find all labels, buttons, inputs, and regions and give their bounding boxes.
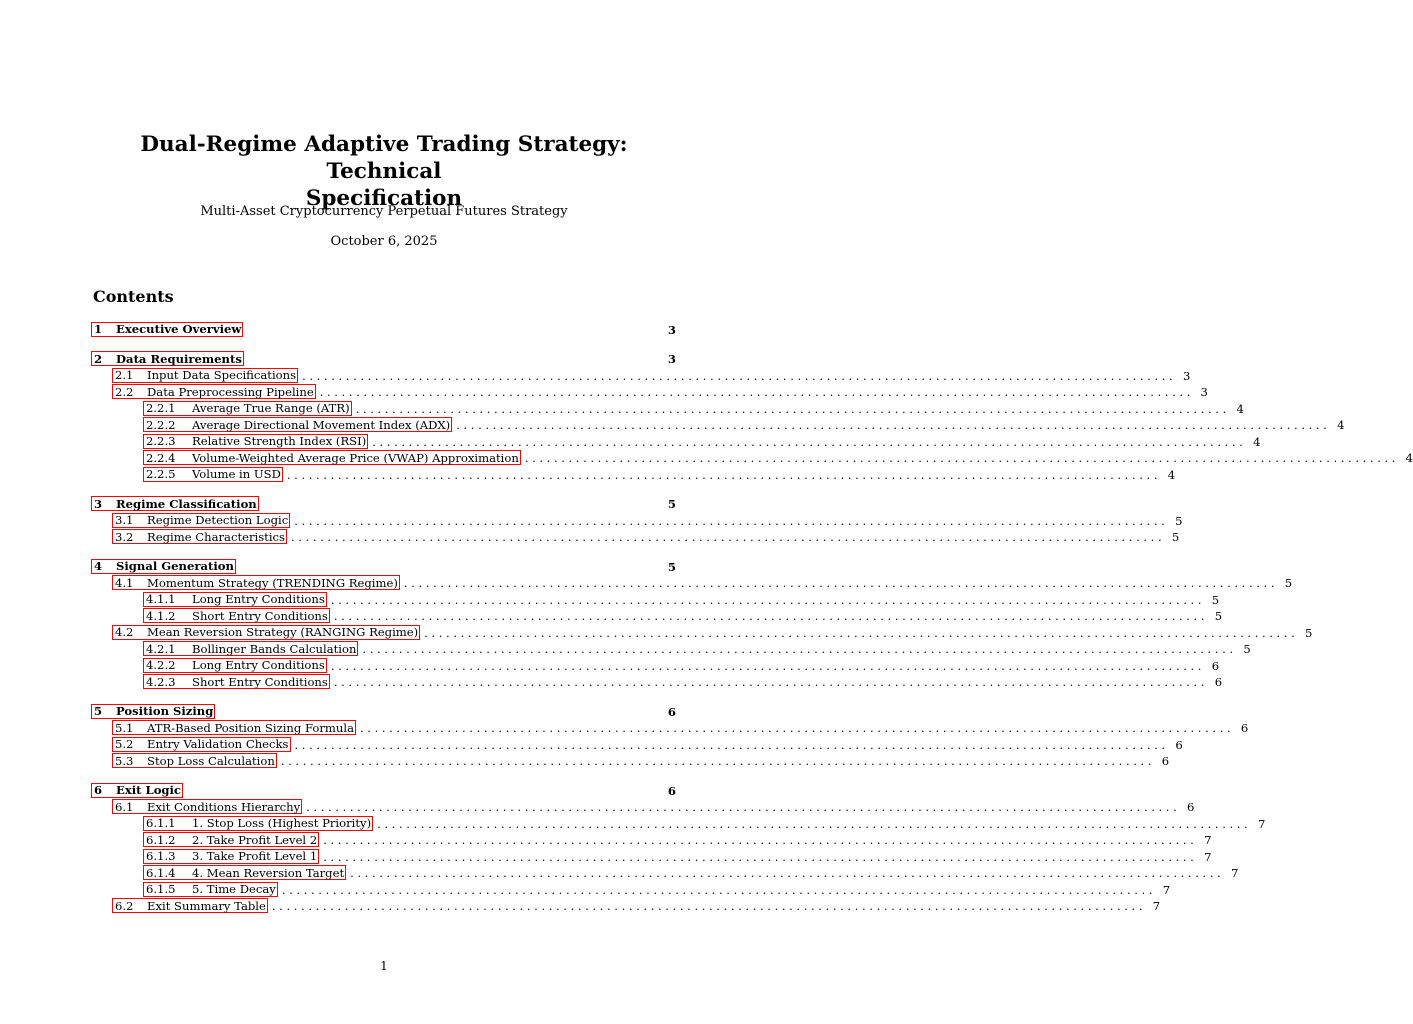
toc-entry-label: 3. Take Profit Level 1 <box>192 849 318 863</box>
toc-entry-number: 5.1 <box>115 720 134 735</box>
toc-entry-number: 4.2 <box>115 625 134 639</box>
toc-entry-page: 7 <box>1230 866 1239 880</box>
toc-link[interactable] <box>91 559 236 574</box>
toc-entry-number: 6.2 <box>115 898 134 913</box>
toc-entry[interactable] <box>143 864 1239 881</box>
toc-entry-number: 2.2.4 <box>146 450 176 465</box>
toc-entry-number: 5.3 <box>115 753 134 768</box>
toc-dot-leader: ........................................................................................................................ <box>330 592 1206 607</box>
toc-dot-leader: ........................................................................................................................ <box>271 899 1147 913</box>
toc-entry-label: 4. Mean Reversion Target <box>192 865 345 880</box>
toc-entry-label: Regime Characteristics <box>147 529 285 544</box>
toc-link[interactable] <box>112 737 291 752</box>
toc-entry-number: 3 <box>94 496 103 511</box>
toc-entry-page: 3 <box>1182 368 1191 383</box>
toc-entry-page: 5 <box>1284 576 1293 590</box>
toc-link[interactable] <box>112 753 277 768</box>
toc-entry[interactable] <box>112 897 1161 914</box>
toc-entry[interactable] <box>143 590 1220 607</box>
toc-entry-page: 4 <box>1236 401 1244 416</box>
toc-entry-page: 7 <box>1152 899 1161 913</box>
toc-entry-page: 6 <box>667 704 676 719</box>
toc-entry[interactable] <box>143 416 1345 433</box>
toc-entry-page: 3 <box>667 352 676 366</box>
toc-dot-leader: ........................................................................................................................ <box>330 658 1206 673</box>
toc-entry-label: Momentum Strategy (TRENDING Regime) <box>147 575 398 590</box>
document-date: October 6, 2025 <box>330 234 438 249</box>
toc-link[interactable] <box>112 898 268 913</box>
toc-entry[interactable] <box>91 350 676 367</box>
toc-entry[interactable] <box>143 880 1171 897</box>
toc-entry-label: Long Entry Conditions <box>192 592 325 606</box>
toc-entry-label: 2. Take Profit Level 2 <box>192 832 318 847</box>
toc-dot-leader: ........................................................................................................................ <box>360 721 1235 735</box>
toc-entry-number: 6 <box>94 783 103 797</box>
toc-entry[interactable] <box>91 320 676 337</box>
toc-link[interactable] <box>91 351 244 366</box>
toc-link[interactable] <box>143 417 452 432</box>
document-title-line-2: Specification <box>305 186 463 211</box>
toc-dot-leader: ........................................................................................................................ <box>355 401 1230 416</box>
toc-entry-number: 2.2.3 <box>146 434 176 448</box>
toc-entry-number: 4.1.1 <box>146 592 176 606</box>
toc-dot-leader: ........................................................................................................................ <box>456 418 1331 432</box>
toc-dot-leader: ........................................................................................................................ <box>294 513 1169 528</box>
toc-entry[interactable] <box>112 383 1208 400</box>
toc-entry-page: 6 <box>1175 737 1183 752</box>
toc-dot-leader: ........................................................................................................................ <box>306 800 1181 814</box>
toc-entry[interactable] <box>112 623 1313 640</box>
toc-link[interactable] <box>143 658 327 673</box>
toc-link[interactable] <box>143 832 319 847</box>
toc-link[interactable] <box>143 401 352 416</box>
toc-entry-label: Bollinger Bands Calculation <box>192 641 357 656</box>
toc-entry-page: 4 <box>1337 418 1345 432</box>
toc-entry-label: Entry Validation Checks <box>147 737 289 751</box>
toc-entry[interactable] <box>91 557 676 574</box>
toc-entry[interactable] <box>143 847 1212 864</box>
toc-entry-label: Mean Reversion Strategy (RANGING Regime) <box>147 625 419 639</box>
toc-link[interactable] <box>91 783 183 798</box>
toc-link[interactable] <box>112 513 290 528</box>
toc-link[interactable] <box>143 450 521 465</box>
toc-entry[interactable] <box>143 656 1220 673</box>
toc-entry-label: Short Entry Conditions <box>192 674 328 689</box>
toc-link[interactable] <box>112 529 287 544</box>
toc-entry-page: 5 <box>667 559 676 574</box>
toc-entry-page: 6 <box>1187 800 1195 814</box>
toc-entry-label: Relative Strength Index (RSI) <box>192 434 367 448</box>
toc-entry-number: 4.2.1 <box>146 641 176 656</box>
toc-entry[interactable] <box>91 495 676 512</box>
toc-entry[interactable] <box>143 607 1223 624</box>
toc-entry-page: 5 <box>1214 609 1223 623</box>
toc-dot-leader: ........................................................................................................................ <box>333 675 1209 689</box>
toc-link[interactable] <box>143 608 330 623</box>
toc-entry-label: Regime Classification <box>116 496 257 511</box>
toc-dot-leader: ........................................................................................................................ <box>403 576 1279 590</box>
toc-entry-label: Volume-Weighted Average Price (VWAP) Approximation <box>192 450 519 465</box>
toc-link[interactable] <box>112 625 420 640</box>
toc-entry-number: 6.1.5 <box>146 882 176 896</box>
toc-entry-number: 2.1 <box>115 368 134 382</box>
toc-entry[interactable] <box>143 814 1266 831</box>
toc-entry-label: ATR-Based Position Sizing Formula <box>147 720 354 735</box>
toc-entry[interactable] <box>112 574 1293 591</box>
toc-entry-label: Data Requirements <box>116 351 242 366</box>
toc-entry-number: 4.2.2 <box>146 658 176 672</box>
toc-entry-number: 2 <box>94 351 103 366</box>
toc-link[interactable] <box>143 641 358 656</box>
toc-entry-page: 7 <box>1204 849 1212 864</box>
toc-dot-leader: ........................................................................................................................ <box>294 737 1169 752</box>
toc-link[interactable] <box>91 322 243 337</box>
toc-entry-page: 7 <box>1204 833 1212 847</box>
toc-entry-label: Executive Overview <box>116 322 242 336</box>
toc-entry[interactable] <box>91 781 676 798</box>
toc-entry-number: 3.1 <box>115 513 134 527</box>
toc-entry-number: 4 <box>94 559 103 573</box>
toc-entry-page: 7 <box>1162 882 1171 897</box>
toc-entry-page: 5 <box>1175 513 1183 528</box>
toc-entry[interactable] <box>91 702 676 719</box>
toc-link[interactable] <box>91 704 215 719</box>
document-title-line-1: Dual-Regime Adaptive Trading Strategy: Technical <box>140 132 628 184</box>
toc-link[interactable] <box>112 384 316 399</box>
contents-heading: Contents <box>93 287 174 306</box>
toc-entry-label: Average True Range (ATR) <box>192 401 350 415</box>
toc-link[interactable] <box>143 882 278 897</box>
toc-entry-page: 6 <box>1211 658 1220 673</box>
toc-entry-label: Exit Summary Table <box>147 898 266 913</box>
toc-entry[interactable] <box>143 640 1251 657</box>
toc-entry-number: 4.1 <box>115 575 134 590</box>
toc-entry-page: 6 <box>667 783 676 798</box>
toc-entry-label: Volume in USD <box>192 467 281 481</box>
document-subtitle: Multi-Asset Cryptocurrency Perpetual Futures Strategy <box>200 204 568 219</box>
toc-entry-number: 2.2.5 <box>146 467 176 481</box>
toc-entry-number: 4.2.3 <box>146 674 176 689</box>
toc-entry[interactable] <box>143 399 1244 416</box>
toc-entry-page: 3 <box>667 322 676 337</box>
toc-entry-page: 6 <box>1240 721 1249 735</box>
toc-entry[interactable] <box>143 449 1413 466</box>
toc-entry[interactable] <box>112 366 1191 383</box>
toc-link[interactable] <box>112 575 400 590</box>
toc-entry-number: 4.1.2 <box>146 608 176 623</box>
toc-dot-leader: ........................................................................................................................ <box>424 625 1299 640</box>
toc-entry-number: 6.1 <box>115 799 134 814</box>
toc-entry-page: 3 <box>1200 385 1208 399</box>
toc-entry-number: 5 <box>94 704 103 718</box>
toc-entry-number: 5.2 <box>115 737 134 751</box>
toc-link[interactable] <box>91 496 259 511</box>
toc-entry-page: 7 <box>1257 816 1266 831</box>
toc-link[interactable] <box>143 467 283 482</box>
toc-entry[interactable] <box>143 673 1223 690</box>
toc-dot-leader: ........................................................................................................................ <box>323 833 1198 847</box>
toc-entry-page: 6 <box>1214 675 1223 689</box>
toc-entry[interactable] <box>143 831 1212 848</box>
toc-link[interactable] <box>143 865 346 880</box>
toc-entry-page: 4 <box>1405 451 1413 465</box>
toc-entry-label: Stop Loss Calculation <box>147 753 275 768</box>
toc-entry-number: 2.2 <box>115 384 134 399</box>
toc-entry-number: 6.1.2 <box>146 832 176 847</box>
toc-link[interactable] <box>143 674 330 689</box>
toc-link[interactable] <box>143 816 373 831</box>
toc-entry-number: 2.2.2 <box>146 417 176 432</box>
toc-entry[interactable] <box>112 719 1249 736</box>
toc-dot-leader: ........................................................................................................................ <box>302 368 1177 383</box>
toc-entry-label: Long Entry Conditions <box>192 658 325 672</box>
toc-entry-label: Exit Conditions Hierarchy <box>147 799 301 814</box>
toc-dot-leader: ........................................................................................................................ <box>377 816 1252 831</box>
toc-entry-number: 3.2 <box>115 529 134 544</box>
toc-entry-page: 5 <box>1243 642 1251 656</box>
toc-entry-number: 6.1.1 <box>146 816 176 830</box>
toc-dot-leader: ........................................................................................................................ <box>350 866 1225 880</box>
toc-entry-label: 1. Stop Loss (Highest Priority) <box>192 816 372 830</box>
toc-entry-label: Position Sizing <box>116 704 214 718</box>
toc-dot-leader: ........................................................................................................................ <box>372 434 1247 449</box>
toc-entry-number: 2.2.1 <box>146 401 176 415</box>
toc-entry-page: 6 <box>1161 754 1170 768</box>
toc-entry-label: Signal Generation <box>116 559 234 573</box>
toc-entry-label: Regime Detection Logic <box>147 513 289 527</box>
toc-entry-page: 4 <box>1167 467 1176 482</box>
toc-entry[interactable] <box>143 465 1176 482</box>
toc-entry-page: 4 <box>1253 434 1261 449</box>
toc-entry[interactable] <box>112 735 1183 752</box>
toc-dot-leader: ........................................................................................................................ <box>286 467 1162 482</box>
toc-entry-number: 6.1.4 <box>146 865 176 880</box>
toc-entry-label: Input Data Specifications <box>147 368 297 382</box>
toc-entry[interactable] <box>112 752 1170 769</box>
toc-entry-label: Exit Logic <box>116 783 181 797</box>
toc-entry-label: Data Preprocessing Pipeline <box>147 384 314 399</box>
toc-entry-label: Short Entry Conditions <box>192 608 328 623</box>
toc-link[interactable] <box>112 368 298 383</box>
toc-dot-leader: ........................................................................................................................ <box>280 754 1156 768</box>
toc-link[interactable] <box>143 849 319 864</box>
toc-entry-label: 5. Time Decay <box>192 882 276 896</box>
toc-dot-leader: ........................................................................................................................ <box>281 882 1157 897</box>
toc-entry[interactable] <box>112 798 1195 815</box>
toc-entry-page: 5 <box>1211 592 1220 607</box>
toc-link[interactable] <box>143 592 327 607</box>
toc-entry[interactable] <box>112 511 1183 528</box>
toc-entry-page: 5 <box>1305 625 1313 640</box>
toc-entry[interactable] <box>143 432 1261 449</box>
toc-dot-leader: ........................................................................................................................ <box>319 385 1194 399</box>
toc-entry-label: Average Directional Movement Index (ADX) <box>192 417 451 432</box>
toc-entry-page: 5 <box>1171 530 1180 544</box>
toc-entry[interactable] <box>112 528 1180 545</box>
toc-link[interactable] <box>112 799 302 814</box>
toc-link[interactable] <box>143 434 368 449</box>
toc-dot-leader: ........................................................................................................................ <box>524 451 1400 465</box>
toc-dot-leader: ........................................................................................................................ <box>362 642 1237 656</box>
toc-dot-leader: ........................................................................................................................ <box>291 530 1166 544</box>
toc-link[interactable] <box>112 720 356 735</box>
toc-entry-page: 5 <box>667 497 676 511</box>
toc-entry-number: 1 <box>94 322 103 336</box>
toc-entry-number: 6.1.3 <box>146 849 176 863</box>
toc-dot-leader: ........................................................................................................................ <box>333 609 1209 623</box>
page-number: 1 <box>380 959 388 973</box>
toc-dot-leader: ........................................................................................................................ <box>323 849 1198 864</box>
